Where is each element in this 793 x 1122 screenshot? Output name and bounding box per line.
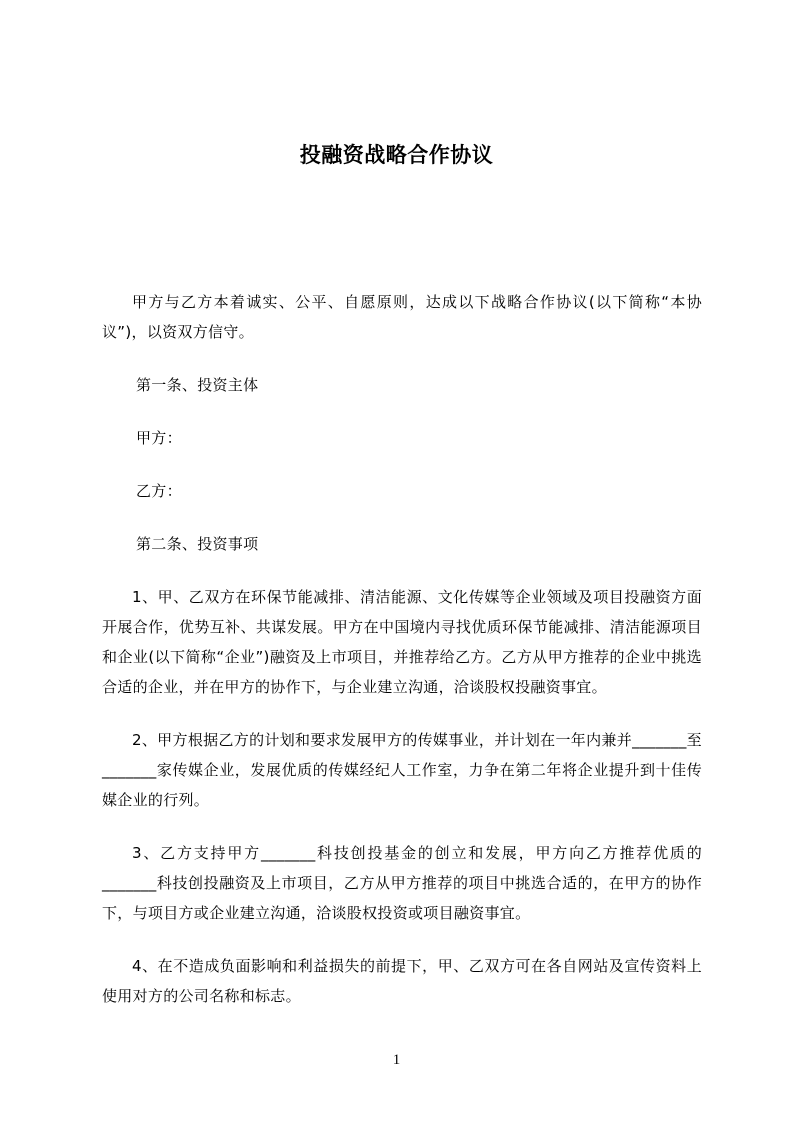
article-2-item-4: 4、在不造成负面影响和利益损失的前提下，甲、乙双方可在各自网站及宣传资料上使用对方的公司名称和标志。: [102, 957, 702, 1005]
article-2-item-1: 1、甲、乙双方在环保节能减排、清洁能源、文化传媒等企业领域及项目投融资方面开展合作，优势互补、共谋发展。甲方在中国境内寻找优质环保节能减排、清洁能源项目和企业(以下简称“企业”)融资及上市项目，并推荐给乙方。乙方从甲方推荐的企业中挑选合适的企业，并在甲方的协作下，与企业建立沟通，洽谈股权投融资事宜。: [102, 588, 702, 696]
document-body: [102, 287, 702, 1034]
article-2-heading: 第二条、投资事项: [136, 535, 259, 553]
document-title: 投融资战略合作协议: [299, 143, 494, 167]
article-2-item-3: 3、乙方支持甲方_______科技创投基金的创立和发展，甲方向乙方推荐优质的_______科技创投融资及上市项目，乙方从甲方推荐的项目中挑选合适的，在甲方的协作下，与项目方或企业建立沟通，洽谈股权投资或项目融资事宜。: [102, 844, 702, 922]
intro-paragraph: 甲方与乙方本着诚实、公平、自愿原则，达成以下战略合作协议(以下简称“本协议”)，以资双方信守。: [102, 293, 702, 341]
article-1-heading: 第一条、投资主体: [136, 376, 259, 394]
page-number: 1: [392, 1052, 401, 1068]
party-a-line: 甲方：: [136, 429, 182, 447]
party-b-line: 乙方：: [136, 482, 182, 500]
article-2-item-2: 2、甲方根据乙方的计划和要求发展甲方的传媒事业，并计划在一年内兼并_______至_______家传媒企业，发展优质的传媒经纪人工作室，力争在第二年将企业提升到十佳传媒企业的行列。: [102, 731, 702, 809]
